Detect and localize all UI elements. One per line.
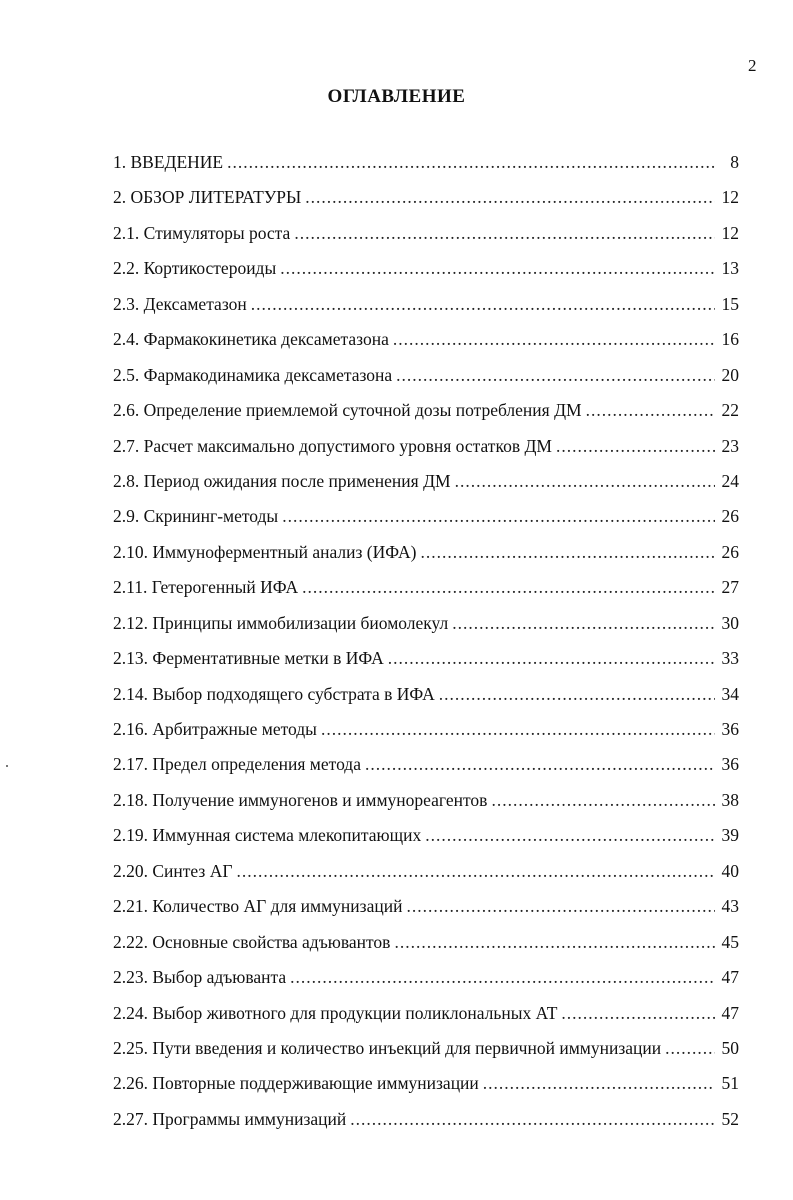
toc-dot-leader [227, 152, 715, 173]
toc-entry [113, 754, 739, 789]
toc-entry-label: 2.13. Ферментативные метки в ИФА [113, 648, 384, 669]
toc-entry-label: 2.16. Арбитражные методы [113, 719, 317, 739]
toc-entry-label: 2.12. Принципы иммобилизации биомолекул [113, 612, 449, 633]
toc-entry-label: 2.7. Расчет максимально допустимого уровня остатков ДМ [113, 435, 552, 456]
toc-entry-page: 30 [721, 612, 739, 633]
toc-entry [113, 223, 739, 258]
toc-entry [113, 1003, 739, 1038]
toc-entry-label: 2.20. Синтез АГ [113, 860, 233, 881]
toc-entry [113, 152, 739, 187]
toc-entry [113, 648, 739, 683]
toc-dot-leader [251, 294, 715, 315]
toc-entry [113, 790, 739, 825]
toc-entry-label: 2.18. Получение иммуногенов и иммунореагентов [113, 789, 488, 810]
toc-entry-label: 2.27. Программы иммунизаций [113, 1108, 347, 1129]
toc-entry-label: 2.14. Выбор подходящего субстрата в ИФА [113, 683, 435, 704]
toc-entry-label: 2.24. Выбор животного для продукции поликлональных АТ [113, 1002, 558, 1023]
toc-dot-leader [350, 1109, 715, 1130]
toc-entry [113, 577, 739, 612]
toc-entry-page: 33 [721, 648, 739, 669]
toc-entry-page: 38 [721, 789, 739, 810]
toc-entry-label: 2.21. Количество АГ для иммунизаций [113, 896, 403, 917]
margin-mark [6, 765, 8, 767]
toc-entry-page: 15 [721, 293, 739, 314]
toc-entry-label: 2.8. Период ожидания после применения ДМ [113, 470, 451, 491]
toc-entry-label: 2.3. Дексаметазон [113, 293, 247, 314]
toc-entry [113, 1038, 739, 1073]
toc-dot-leader [425, 825, 715, 846]
toc-entry-page: 50 [721, 1037, 739, 1058]
toc-entry-page: 47 [721, 1002, 739, 1023]
toc-entry [113, 932, 739, 967]
toc-entry [113, 329, 739, 364]
toc-entry-label: 2.11. Гетерогенный ИФА [113, 577, 299, 598]
toc-entry-label: 2.1. Стимуляторы роста [113, 222, 291, 243]
toc-dot-leader [406, 896, 715, 917]
toc-entry-label: 2.2. Кортикостероиды [113, 258, 277, 279]
toc-entry [113, 400, 739, 435]
toc-entry [113, 294, 739, 329]
page-title: ОГЛАВЛЕНИЕ [327, 86, 466, 107]
toc-dot-leader [321, 719, 715, 740]
toc-dot-leader [452, 613, 715, 634]
toc-entry-page: 34 [721, 683, 739, 704]
toc-entry-label: 2.4. Фармакокинетика дексаметазона [113, 329, 389, 350]
toc-dot-leader [586, 400, 715, 421]
toc-entry [113, 506, 739, 541]
toc-dot-leader [365, 754, 715, 775]
toc-entry-page: 40 [721, 860, 739, 881]
toc-entry-page: 51 [721, 1073, 739, 1094]
toc-dot-leader [393, 329, 715, 350]
toc-dot-leader [396, 365, 715, 386]
toc-dot-leader [561, 1003, 715, 1024]
toc-entry-label: 2.19. Иммунная система млекопитающих [113, 825, 422, 846]
toc-entry [113, 825, 739, 860]
toc-entry [113, 684, 739, 719]
toc-entry-label: 2.23. Выбор адъюванта [113, 967, 287, 988]
toc-entry [113, 613, 739, 648]
toc-entry [113, 967, 739, 1002]
toc-entry-label: 2.6. Определение приемлемой суточной дозы потребления ДМ [113, 400, 582, 421]
toc-entry-page: 22 [721, 400, 739, 421]
toc-entry [113, 471, 739, 506]
toc-dot-leader [556, 436, 715, 457]
toc-dot-leader [302, 577, 715, 598]
toc-entry-page: 24 [721, 470, 739, 491]
toc-entry-page: 13 [721, 258, 739, 279]
toc-entry-label: 2.22. Основные свойства адъювантов [113, 931, 391, 952]
toc-dot-leader [439, 684, 715, 705]
table-of-contents [113, 152, 739, 1144]
toc-entry-label: 1. ВВЕДЕНИЕ [113, 152, 224, 172]
toc-entry-label: 2.9. Скрининг-методы [113, 506, 279, 527]
toc-dot-leader [280, 258, 715, 279]
toc-dot-leader [491, 790, 715, 811]
toc-entry-label: 2.5. Фармакодинамика дексаметазона [113, 364, 393, 385]
toc-entry-page: 23 [721, 435, 739, 456]
toc-dot-leader [665, 1038, 715, 1059]
toc-entry-page: 8 [730, 152, 739, 172]
toc-entry-page: 36 [721, 719, 739, 739]
toc-entry-label: 2.25. Пути введения и количество инъекций для первичной иммунизации [113, 1037, 662, 1058]
toc-entry [113, 258, 739, 293]
toc-entry [113, 861, 739, 896]
toc-entry-page: 39 [721, 825, 739, 846]
toc-dot-leader [420, 542, 715, 563]
toc-dot-leader [282, 506, 715, 527]
toc-entry [113, 542, 739, 577]
toc-entry-page: 20 [721, 364, 739, 385]
toc-entry-page: 45 [721, 931, 739, 952]
toc-entry-label: 2.10. Иммуноферментный анализ (ИФА) [113, 541, 417, 562]
toc-entry [113, 187, 739, 222]
toc-entry-page: 47 [721, 967, 739, 988]
toc-entry [113, 436, 739, 471]
toc-entry-page: 12 [721, 187, 739, 208]
toc-entry [113, 719, 739, 754]
toc-dot-leader [305, 187, 715, 208]
toc-entry [113, 365, 739, 400]
page-number: 2 [748, 56, 757, 75]
toc-entry [113, 896, 739, 931]
toc-entry-page: 52 [721, 1108, 739, 1129]
toc-dot-leader [294, 223, 715, 244]
toc-entry-page: 43 [721, 896, 739, 917]
toc-entry-page: 27 [721, 577, 739, 598]
toc-dot-leader [394, 932, 715, 953]
toc-dot-leader [388, 648, 715, 669]
toc-dot-leader [290, 967, 715, 988]
toc-dot-leader [236, 861, 715, 882]
toc-dot-leader [483, 1073, 715, 1094]
toc-dot-leader [455, 471, 715, 492]
toc-entry-page: 16 [721, 329, 739, 350]
toc-entry [113, 1073, 739, 1108]
toc-entry-page: 26 [721, 506, 739, 527]
toc-entry-label: 2. ОБЗОР ЛИТЕРАТУРЫ [113, 187, 302, 208]
toc-entry-page: 12 [721, 222, 739, 243]
toc-entry-label: 2.17. Предел определения метода [113, 754, 361, 775]
toc-entry-page: 26 [721, 541, 739, 562]
toc-entry [113, 1109, 739, 1144]
toc-entry-label: 2.26. Повторные поддерживающие иммунизации [113, 1073, 479, 1094]
toc-entry-page: 36 [721, 754, 739, 775]
